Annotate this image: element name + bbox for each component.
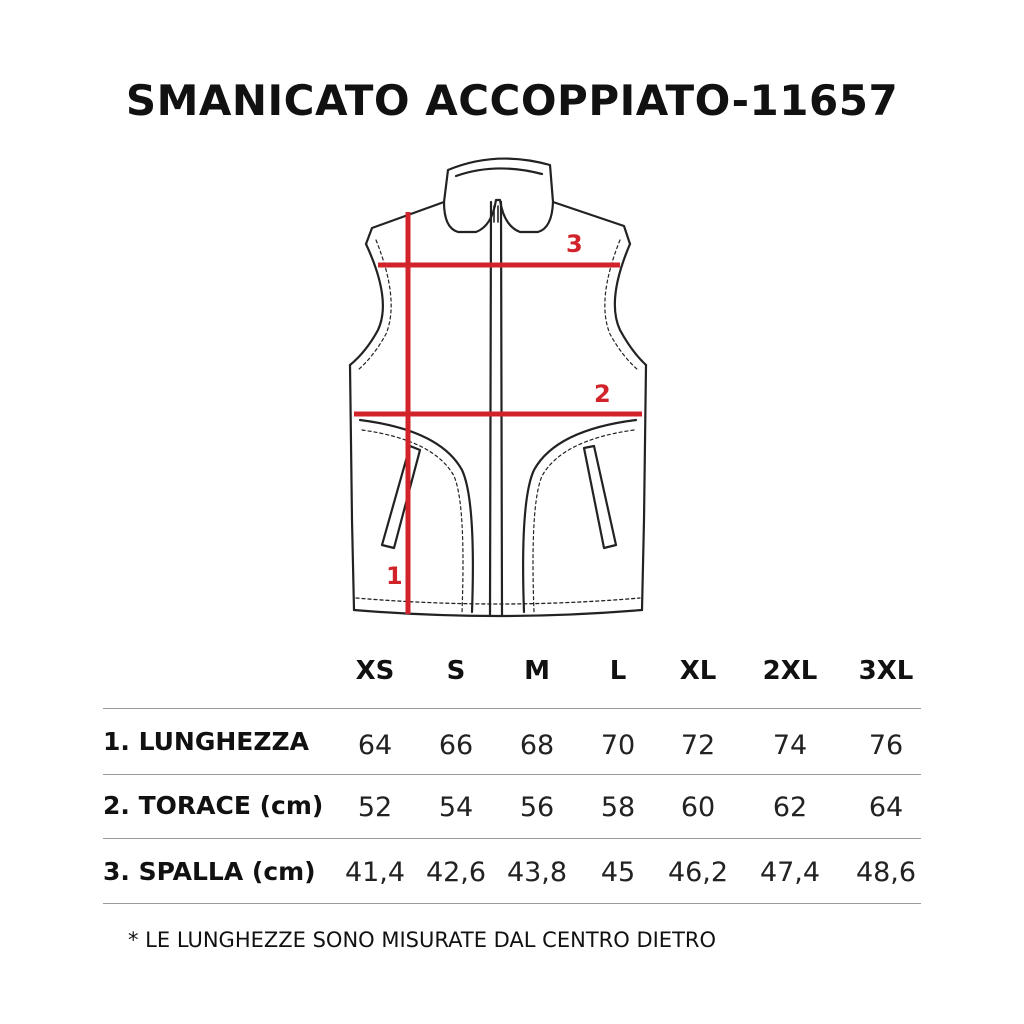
row-label-chest: 2. TORACE (cm) xyxy=(103,791,324,820)
footnote: * LE LUNGHEZZE SONO MISURATE DAL CENTRO DIETRO xyxy=(128,928,717,952)
table-cell: 54 xyxy=(438,792,474,823)
marker-1: 1 xyxy=(386,562,403,590)
table-cell: 76 xyxy=(868,730,904,761)
table-cell: 68 xyxy=(519,730,555,761)
table-divider xyxy=(103,774,921,775)
table-cell: 74 xyxy=(772,730,808,761)
table-divider xyxy=(103,708,921,709)
row-label-shoulder: 3. SPALLA (cm) xyxy=(103,857,316,886)
size-header: 2XL xyxy=(762,656,818,686)
table-cell: 52 xyxy=(357,792,393,823)
table-cell: 72 xyxy=(680,730,716,761)
marker-3: 3 xyxy=(566,230,583,258)
table-cell: 43,8 xyxy=(506,857,568,888)
size-header: XL xyxy=(679,656,717,686)
page-title: SMANICATO ACCOPPIATO-11657 xyxy=(125,76,899,125)
size-header: M xyxy=(524,656,550,686)
table-cell: 64 xyxy=(357,730,393,761)
row-label-length: 1. LUNGHEZZA xyxy=(103,727,309,756)
table-cell: 47,4 xyxy=(759,857,821,888)
size-header: 3XL xyxy=(858,656,914,686)
table-cell: 48,6 xyxy=(855,857,917,888)
table-cell: 62 xyxy=(772,792,808,823)
size-header: L xyxy=(609,656,627,686)
table-cell: 41,4 xyxy=(344,857,406,888)
table-cell: 66 xyxy=(438,730,474,761)
table-divider xyxy=(103,903,921,904)
table-cell: 42,6 xyxy=(425,857,487,888)
table-cell: 70 xyxy=(600,730,636,761)
size-header: S xyxy=(446,656,466,686)
marker-2: 2 xyxy=(594,380,611,408)
table-cell: 46,2 xyxy=(667,857,729,888)
size-header: XS xyxy=(355,656,395,686)
table-cell: 60 xyxy=(680,792,716,823)
table-cell: 45 xyxy=(600,857,636,888)
table-cell: 56 xyxy=(519,792,555,823)
table-cell: 58 xyxy=(600,792,636,823)
table-cell: 64 xyxy=(868,792,904,823)
table-divider xyxy=(103,838,921,839)
